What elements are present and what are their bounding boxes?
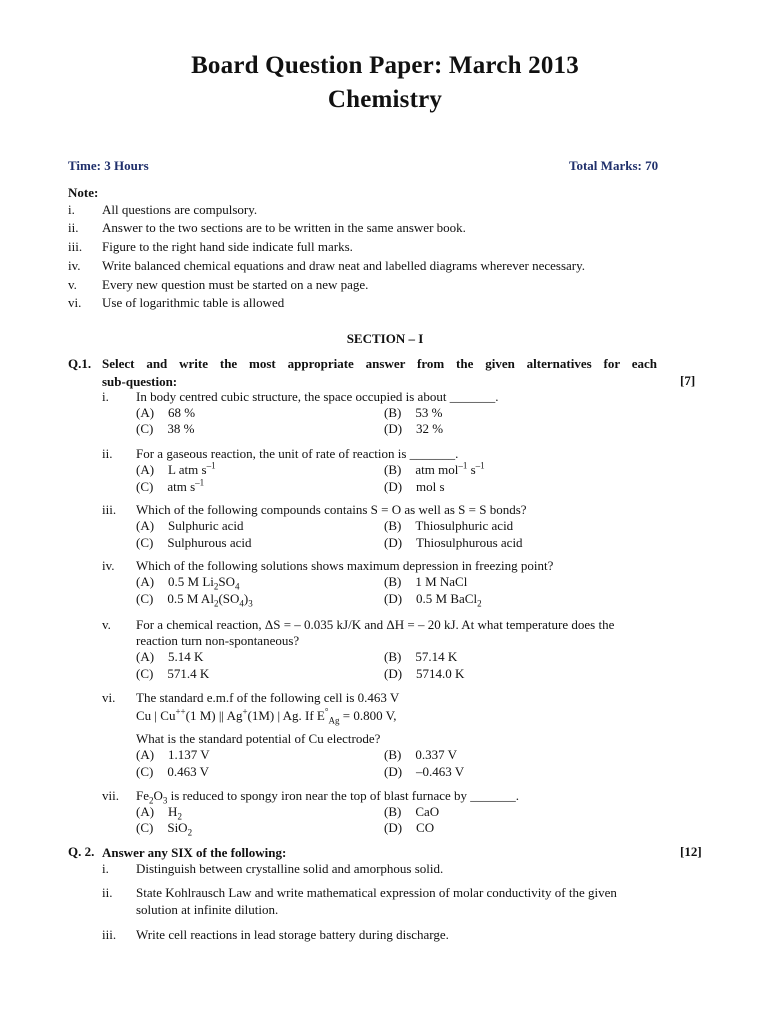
option-d bbox=[384, 666, 464, 682]
note-number: iv. bbox=[68, 258, 81, 273]
option-text: CaO bbox=[415, 804, 440, 819]
option-text: atm mol$^{-1}$ $s^{-1}$ bbox=[415, 460, 485, 477]
option-b bbox=[384, 518, 513, 534]
option-label: (A) bbox=[136, 518, 155, 533]
option-d bbox=[384, 421, 443, 437]
option-label: (B) bbox=[384, 804, 402, 819]
option-label: (A) bbox=[136, 405, 155, 420]
question-instruction: Select and write the most appropriate answer from the given alternatives for each bbox=[102, 356, 657, 371]
note-number: v. bbox=[68, 277, 77, 292]
option-a bbox=[136, 518, 244, 534]
subquestion-number: iii. bbox=[102, 927, 117, 942]
option-label: (B) bbox=[384, 462, 402, 477]
subquestion-text: Which of the following compounds contains S = O as well as S = S bonds? bbox=[136, 502, 527, 517]
subquestion-number: ii. bbox=[102, 446, 113, 461]
option-text: –0.463 V bbox=[416, 764, 465, 779]
question-marks: [7] bbox=[680, 373, 696, 388]
option-text: 1 M NaCl bbox=[415, 574, 468, 589]
option-label: (B) bbox=[384, 649, 402, 664]
option-b bbox=[384, 649, 457, 665]
subquestion-number: i. bbox=[102, 861, 109, 876]
note-text: Use of logarithmic table is allowed bbox=[102, 295, 285, 310]
option-text: 5.14 K bbox=[168, 649, 204, 664]
option-text: 53 % bbox=[415, 405, 443, 420]
option-d bbox=[384, 764, 464, 780]
time-allowed: Time: 3 Hours bbox=[68, 158, 149, 173]
option-b bbox=[384, 574, 467, 590]
note-text: Answer to the two sections are to be written in the same answer book. bbox=[102, 220, 466, 235]
paper-subject: Chemistry bbox=[327, 86, 443, 113]
section-title: SECTION – I bbox=[346, 331, 424, 346]
option-label: (D) bbox=[384, 666, 403, 681]
question-number: Q.1. bbox=[68, 356, 92, 371]
option-text: $H_2$ bbox=[168, 804, 182, 822]
option-label: (D) bbox=[384, 764, 403, 779]
subquestion-text: $Fe_2O_3$ is reduced to spongy iron near the top of blast furnace by _______. bbox=[136, 788, 520, 806]
option-text: 57.14 K bbox=[415, 649, 458, 664]
cell-notation: Cu | Cu++(1 M) || Ag+(1M) | Ag. If $E^\circ_{Ag} = 0.800$ V, bbox=[136, 706, 397, 726]
option-text: 0.463 V bbox=[167, 764, 209, 779]
option-b bbox=[384, 462, 485, 478]
option-label: (C) bbox=[136, 666, 154, 681]
subquestion-number: iv. bbox=[102, 558, 115, 573]
option-c bbox=[136, 666, 209, 682]
option-label: (A) bbox=[136, 747, 155, 762]
option-label: (C) bbox=[136, 535, 154, 550]
option-c bbox=[136, 479, 204, 495]
note-number: i. bbox=[68, 202, 75, 217]
option-text: 0.5 M $Li_2SO_4$ bbox=[168, 574, 240, 592]
subquestion-number: iii. bbox=[102, 502, 117, 517]
subquestion-text: Write cell reactions in lead storage battery during discharge. bbox=[136, 927, 449, 942]
option-text: Thiosulphuric acid bbox=[415, 518, 514, 533]
note-number: iii. bbox=[68, 239, 83, 254]
paper-title: Board Question Paper: March 2013 bbox=[191, 52, 579, 79]
option-label: (D) bbox=[384, 421, 403, 436]
option-label: (C) bbox=[136, 421, 154, 436]
option-b bbox=[384, 804, 439, 820]
option-d bbox=[384, 591, 482, 607]
option-label: (C) bbox=[136, 764, 154, 779]
subquestion-text: State Kohlrausch Law and write mathematical expression of molar conductivity of the given bbox=[136, 885, 617, 900]
option-label: (B) bbox=[384, 405, 402, 420]
subquestion-text: In body centred cubic structure, the space occupied is about _______. bbox=[136, 389, 499, 404]
option-text: 68 % bbox=[168, 405, 196, 420]
option-label: (A) bbox=[136, 649, 155, 664]
note-heading: Note: bbox=[68, 185, 99, 200]
note-number: ii. bbox=[68, 220, 79, 235]
option-text: 0.337 V bbox=[415, 747, 457, 762]
subquestion-number: vii. bbox=[102, 788, 119, 803]
option-label: (A) bbox=[136, 462, 155, 477]
option-label: (A) bbox=[136, 804, 155, 819]
note-text: All questions are compulsory. bbox=[102, 202, 258, 217]
option-text: atm $s^{-1}$ bbox=[167, 477, 205, 494]
question-instruction: Answer any SIX of the following: bbox=[102, 845, 287, 860]
option-text: CO bbox=[416, 820, 435, 835]
subquestion-text-cont: reaction turn non-spontaneous? bbox=[136, 633, 300, 648]
option-a bbox=[136, 649, 203, 665]
note-text: Figure to the right hand side indicate full marks. bbox=[102, 239, 353, 254]
note-text: Write balanced chemical equations and draw neat and labelled diagrams wherever necessary. bbox=[102, 258, 586, 273]
option-text: L atm $s^{-1}$ bbox=[168, 460, 216, 477]
option-label: (C) bbox=[136, 479, 154, 494]
subquestion-text: The standard e.m.f of the following cell is 0.463 V bbox=[136, 690, 400, 705]
subquestion-text-cont: solution at infinite dilution. bbox=[136, 902, 279, 917]
option-text: 5714.0 K bbox=[416, 666, 465, 681]
subquestion-text-cont: What is the standard potential of Cu electrode? bbox=[136, 731, 381, 746]
question-marks: [12] bbox=[680, 844, 702, 859]
subquestion-text: For a gaseous reaction, the unit of rate of reaction is _______. bbox=[136, 446, 459, 461]
option-text: 38 % bbox=[167, 421, 195, 436]
option-a bbox=[136, 804, 182, 820]
option-d bbox=[384, 479, 445, 495]
option-text: Sulphurous acid bbox=[167, 535, 252, 550]
option-label: (B) bbox=[384, 518, 402, 533]
option-c bbox=[136, 421, 194, 437]
option-a bbox=[136, 574, 240, 590]
subquestion-number: vi. bbox=[102, 690, 116, 705]
option-label: (C) bbox=[136, 591, 154, 606]
question-number: Q. 2. bbox=[68, 844, 95, 859]
option-label: (D) bbox=[384, 591, 403, 606]
option-a bbox=[136, 747, 210, 763]
note-number: vi. bbox=[68, 295, 82, 310]
option-text: SiO$_2$ bbox=[167, 820, 193, 838]
option-a bbox=[136, 462, 216, 478]
option-text: 0.5 M BaCl$_2$ bbox=[416, 591, 482, 609]
subquestion-number: v. bbox=[102, 617, 111, 632]
option-label: (D) bbox=[384, 535, 403, 550]
option-b bbox=[384, 747, 457, 763]
option-label: (D) bbox=[384, 479, 403, 494]
option-label: (B) bbox=[384, 747, 402, 762]
option-d bbox=[384, 820, 434, 836]
option-text: 0.5 M $Al_2(SO_4)_3$ bbox=[167, 591, 253, 609]
option-d bbox=[384, 535, 523, 551]
option-c bbox=[136, 535, 251, 551]
option-text: 571.4 K bbox=[167, 666, 210, 681]
option-label: (C) bbox=[136, 820, 154, 835]
option-text: Sulphuric acid bbox=[168, 518, 244, 533]
subquestion-number: ii. bbox=[102, 885, 113, 900]
option-label: (B) bbox=[384, 574, 402, 589]
subquestion-text: Which of the following solutions shows maximum depression in freezing point? bbox=[136, 558, 554, 573]
option-label: (A) bbox=[136, 574, 155, 589]
total-marks: Total Marks: 70 bbox=[569, 158, 659, 173]
option-b bbox=[384, 405, 442, 421]
note-text: Every new question must be started on a new page. bbox=[102, 277, 369, 292]
option-text: mol s bbox=[416, 479, 445, 494]
option-c bbox=[136, 591, 253, 607]
option-c bbox=[136, 820, 192, 836]
option-c bbox=[136, 764, 209, 780]
option-text: 1.137 V bbox=[168, 747, 210, 762]
option-a bbox=[136, 405, 195, 421]
question-instruction-cont: sub-question: bbox=[102, 374, 178, 389]
option-text: 32 % bbox=[416, 421, 444, 436]
subquestion-number: i. bbox=[102, 389, 109, 404]
subquestion-text: Distinguish between crystalline solid and amorphous solid. bbox=[136, 861, 444, 876]
option-text: Thiosulphurous acid bbox=[416, 535, 523, 550]
option-label: (D) bbox=[384, 820, 403, 835]
subquestion-text: For a chemical reaction, ΔS = – 0.035 kJ/K and ΔH = – 20 kJ. At what temperature does the bbox=[136, 617, 615, 632]
